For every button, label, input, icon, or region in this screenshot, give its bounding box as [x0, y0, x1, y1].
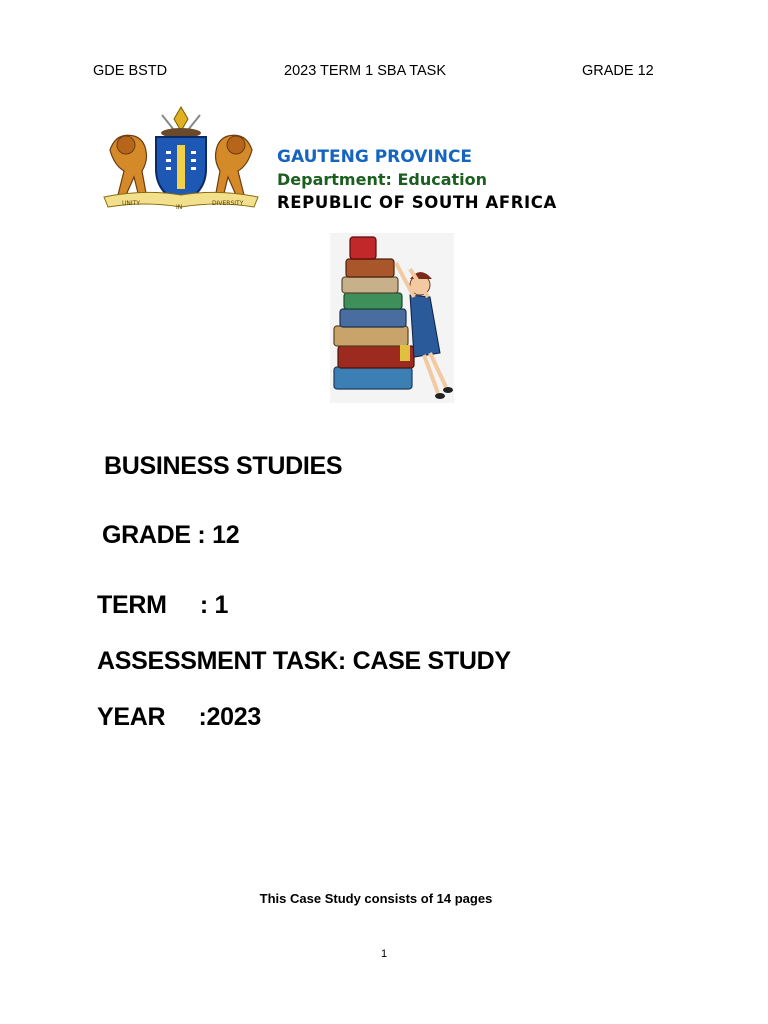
department-country: REPUBLIC OF SOUTH AFRICA: [277, 193, 557, 212]
year-line: YEAR :2023: [97, 703, 261, 731]
term-line: TERM : 1: [97, 591, 229, 619]
pages-note: This Case Study consists of 14 pages: [259, 891, 493, 906]
books-clipart-image: [330, 233, 454, 403]
department-name: Department: Education: [277, 170, 488, 189]
coat-of-arms-logo: [100, 105, 262, 215]
subject-title: BUSINESS STUDIES: [104, 452, 343, 480]
crest-motto-center: IN: [176, 204, 183, 211]
department-province: GAUTENG PROVINCE: [277, 147, 473, 167]
header-center: 2023 TERM 1 SBA TASK: [284, 63, 446, 79]
header-left: GDE BSTD: [93, 63, 168, 79]
header-right: GRADE 12: [582, 63, 654, 79]
page-number: 1: [380, 948, 388, 960]
grade-line: GRADE : 12: [102, 521, 240, 549]
assessment-task-line: ASSESSMENT TASK: CASE STUDY: [97, 647, 511, 675]
crest-motto-right: DIVERSITY: [212, 200, 244, 207]
crest-motto-left: UNITY: [122, 200, 140, 207]
